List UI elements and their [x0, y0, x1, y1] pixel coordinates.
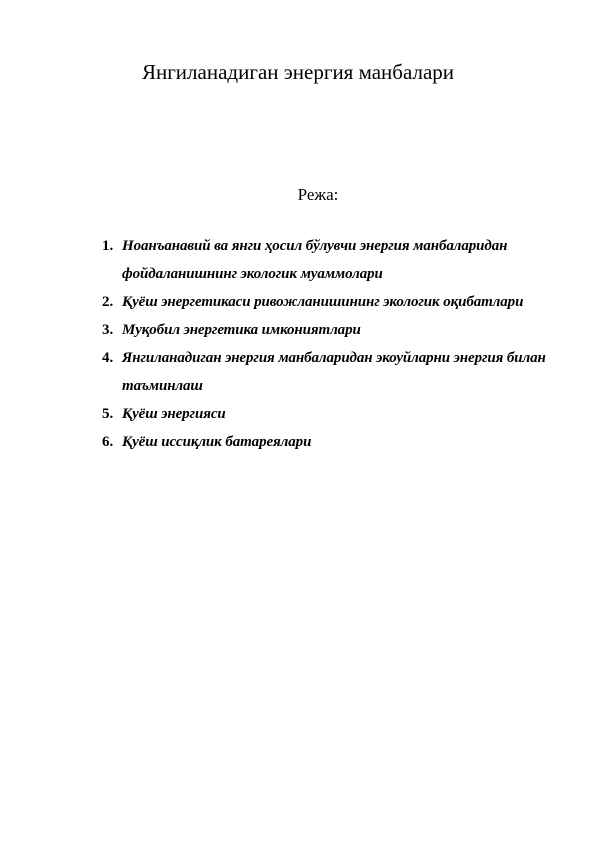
plan-item-2 [102, 288, 562, 316]
plan-item-text: Қуёш энергетикаси ривожланишининг экологик оқибатлари [122, 294, 524, 310]
plan-item-4 [102, 344, 562, 400]
plan-item-1 [102, 232, 562, 288]
plan-item-text: Ноанъанавий ва янги ҳосил бўлувчи энергия манбаларидан фойдаланишнинг экологик муаммолари [122, 238, 508, 282]
plan-item-text: Янгиланадиган энергия манбаларидан экоуйларни энергия билан таъминлаш [122, 350, 546, 394]
document-title: Янгиланадиган энергия манбалари [141, 60, 455, 84]
plan-heading: Режа: [297, 185, 339, 204]
plan-item-number: 1. [102, 238, 114, 254]
plan-item-6 [102, 428, 562, 456]
plan-item-number: 2. [102, 294, 114, 310]
plan-item-text: Қуёш энергияси [122, 406, 226, 422]
plan-list [102, 232, 562, 456]
plan-item-number: 4. [102, 350, 114, 366]
plan-item-3 [102, 316, 562, 344]
plan-item-text: Қуёш иссиқлик батареялари [122, 434, 312, 450]
plan-item-number: 5. [102, 406, 114, 422]
plan-item-number: 6. [102, 434, 114, 450]
plan-item-text: Муқобил энергетика имкониятлари [122, 322, 361, 338]
plan-item-number: 3. [102, 322, 114, 338]
plan-item-5 [102, 400, 562, 428]
